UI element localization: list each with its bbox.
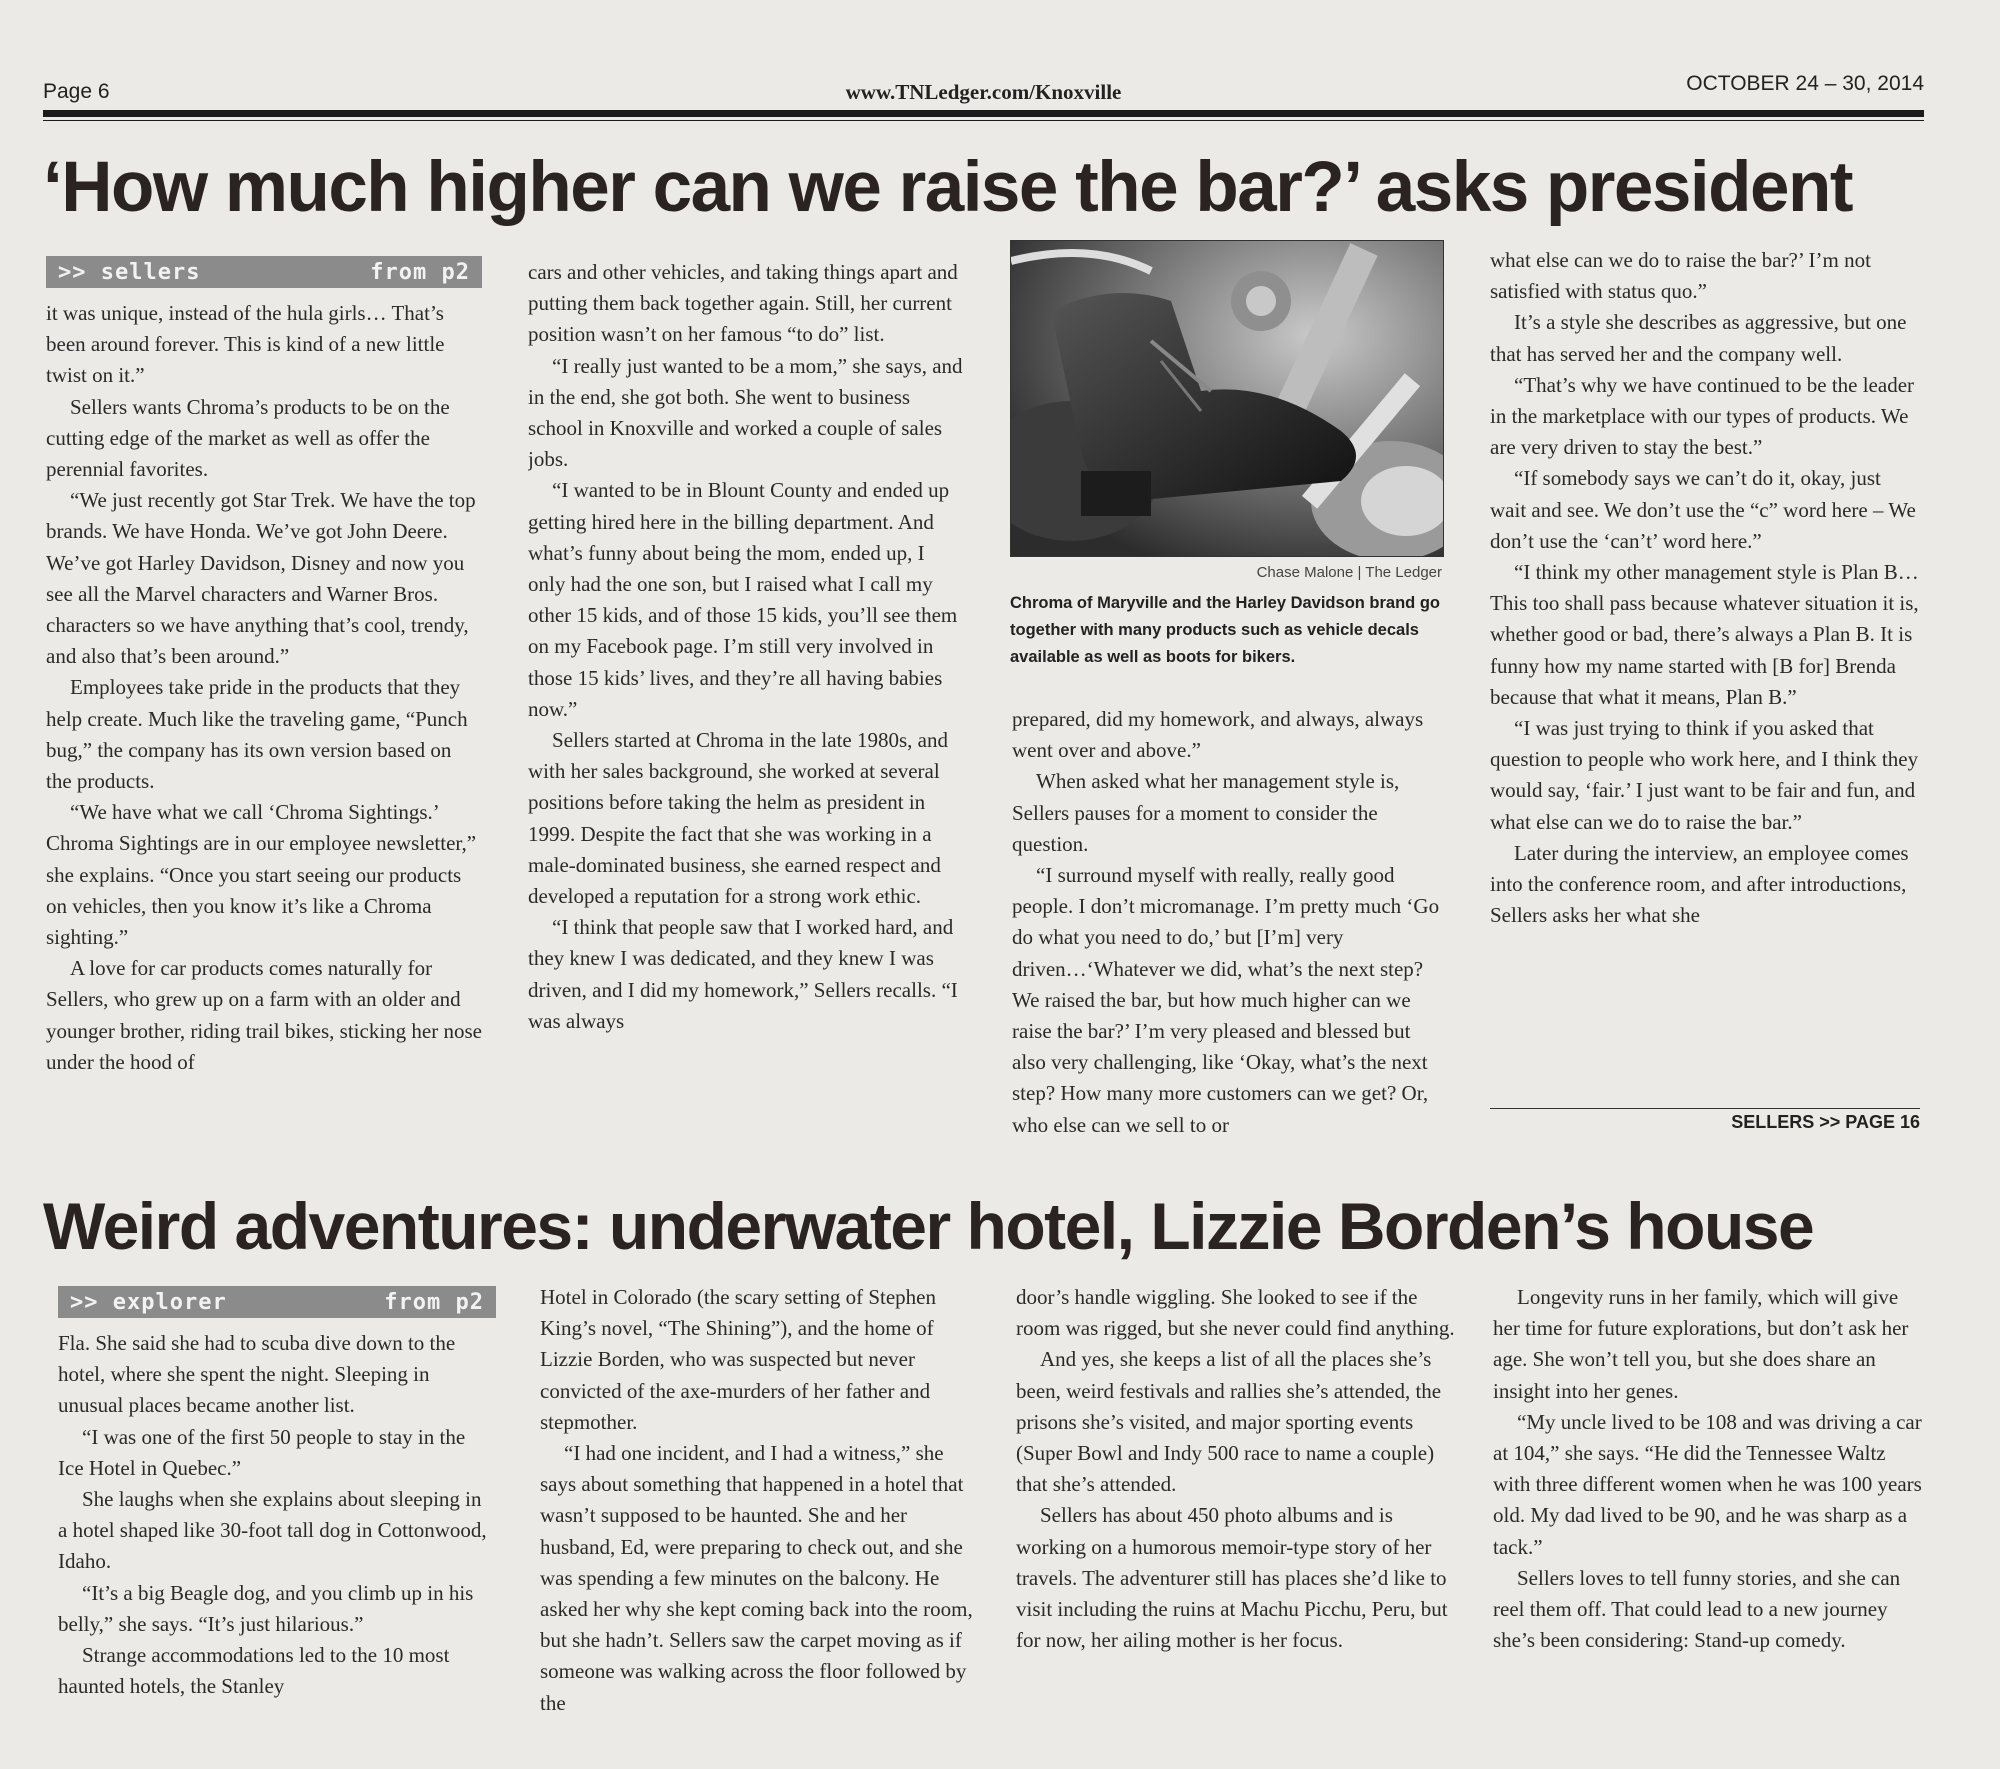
issue-date: OCTOBER 24 – 30, 2014 xyxy=(1686,72,1924,95)
header-rule-thin xyxy=(43,120,1924,121)
paragraph: what else can we do to raise the bar?’ I’m not satisfied with status quo.” xyxy=(1490,248,1871,304)
paragraph: door’s handle wiggling. She looked to see if the room was rigged, but she never could find anything. xyxy=(1016,1285,1455,1341)
paragraph: cars and other vehicles, and taking things apart and putting them back together again. Still, her current position wasn’t on her famous “to do” list. xyxy=(528,260,958,347)
paragraph: “We have what we call ‘Chroma Sightings.’ Chroma Sightings are in our employee newsletter,” she explains. “Once you start seeing our products on vehicles, then you know it’s like a Chroma sighting.” xyxy=(46,800,477,950)
paragraph: “I was one of the first 50 people to stay in the Ice Hotel in Quebec.” xyxy=(58,1424,466,1480)
story2-jump-bar xyxy=(58,1286,496,1318)
story2-column-4 xyxy=(1493,1282,1925,1752)
story1-column-2 xyxy=(528,257,964,1157)
motorcycle-boot-photo xyxy=(1010,240,1444,557)
page-number: Page 6 xyxy=(43,80,110,103)
paragraph: When asked what her management style is, Sellers pauses for a moment to consider the question. xyxy=(1012,769,1400,856)
paragraph: “I wanted to be in Blount County and ended up getting hired here in the billing department. And what’s funny about being the mom, ended up, I only had the one son, but I raised what I call my other 15 kids, and of those 15 kids, you’ll see them on my Facebook page. I’m still very involved in those 15 kids’ lives, and they’re all having babies now.” xyxy=(528,478,958,721)
paragraph: Employees take pride in the products that they help create. Much like the traveling game, “Punch bug,” the company has its own version based on the products. xyxy=(46,675,468,794)
jump-bar-from: from p2 xyxy=(370,259,470,285)
paragraph: “I think that people saw that I worked hard, and they knew I was dedicated, and they knew I was driven, and I did my homework,” Sellers recalls. “I was always xyxy=(528,915,958,1033)
paragraph: Sellers wants Chroma’s products to be on the cutting edge of the market as well as offer the perennial favorites. xyxy=(46,394,450,482)
jump-bar-from: from p2 xyxy=(384,1289,484,1315)
paragraph: Fla. She said she had to scuba dive down to the hotel, where she spent the night. Sleeping in unusual places became another list. xyxy=(58,1331,456,1418)
paragraph: it was unique, instead of the hula girls… That’s been around forever. This is kind of a new little twist on it.” xyxy=(46,301,445,388)
site-url[interactable]: www.TNLedger.com/Knoxville xyxy=(845,80,1122,104)
paragraph: It’s a style she describes as aggressive, but one that has served her and the company well. xyxy=(1490,310,1907,366)
story1-jump-bar xyxy=(46,256,482,288)
jump-bar-label: >> sellers xyxy=(58,259,201,285)
paragraph: “It’s a big Beagle dog, and you climb up in his belly,” she says. “It’s just hilarious.” xyxy=(58,1580,474,1636)
paragraph: “If somebody says we can’t do it, okay, just wait and see. We don’t use the “c” word here – We don’t use the ‘can’t’ word here.” xyxy=(1490,466,1916,553)
paragraph: “My uncle lived to be 108 and was driving a car at 104,” she says. “He did the Tennessee Waltz with three different women when he was 100 years old. My dad lived to be 90, and he was sharp as a tack.” xyxy=(1493,1409,1922,1559)
paragraph: Hotel in Colorado (the scary setting of Stephen King’s novel, “The Shining”), and the home of Lizzie Borden, who was suspected but never convicted of the axe-murders of her father and stepmother. xyxy=(540,1285,936,1434)
paragraph: Sellers started at Chroma in the late 1980s, and with her sales background, she worked at several positions before taking the helm as president in 1999. Despite the fact that she was working in a male-dominated business, she earned respect and developed a reputation for a strong work ethic. xyxy=(528,728,948,909)
paragraph: “I was just trying to think if you asked that question to people who work here, and I think they would say, ‘fair.’ I just want to be fair and fun, and what else can we do to raise the bar.” xyxy=(1490,716,1919,834)
jump-bar-label: >> explorer xyxy=(70,1289,227,1315)
header-rule xyxy=(43,110,1924,117)
story2-column-3 xyxy=(1016,1282,1456,1752)
story2-column-1 xyxy=(58,1286,496,1746)
paragraph: “That’s why we have continued to be the leader in the marketplace with our types of products. We are very driven to stay the best.” xyxy=(1490,372,1915,460)
paragraph: “I surround myself with really, really good people. I don’t micromanage. I’m pretty much ‘Go do what you need to do,’ but [I’m] very driven…‘Whatever we did, what’s the next step? We raised the bar, but how much higher can we raise the bar?’ I’m very pleased and blessed but also very challenging, like ‘Okay, what’s the next step? How many more customers can we get? Or, who else can we sell to or xyxy=(1012,863,1440,1137)
photo-credit: Chase Malone | The Ledger xyxy=(1256,564,1442,581)
continued-link[interactable]: SELLERS >> PAGE 16 xyxy=(1731,1112,1920,1132)
story1-column-3 xyxy=(1012,704,1448,1174)
continued-rule xyxy=(1490,1108,1920,1109)
paragraph: And yes, she keeps a list of all the places she’s been, weird festivals and rallies she’s attended, the prisons she’s visited, and major sporting events (Super Bowl and Indy 500 race to name a couple) that she’s attended. xyxy=(1016,1347,1442,1497)
paragraph: “I had one incident, and I had a witness,” she says about something that happened in a hotel that wasn’t supposed to be haunted. She and her husband, Ed, were preparing to check out, and she was spending a few minutes on the balcony. He asked her why she kept coming back into the room, but she hadn’t. Sellers saw the carpet moving as if someone was walking across the floor followed by the xyxy=(540,1441,973,1715)
paragraph: Sellers has about 450 photo albums and is working on a humorous memoir-type story of her travels. The adventurer still has places she’d like to visit including the ruins at Machu Picchu, Peru, but for now, her ailing mother is her focus. xyxy=(1016,1503,1448,1653)
photo-caption: Chroma of Maryville and the Harley Davidson brand go together with many products such as vehicle decals available as well as boots for bikers. xyxy=(1010,594,1441,666)
paragraph: A love for car products comes naturally for Sellers, who grew up on a farm with an older and younger brother, riding trail bikes, sticking her nose under the hood of xyxy=(46,956,482,1074)
story1-headline: ‘How much higher can we raise the bar?’ asks president xyxy=(43,148,1852,227)
paragraph: “I think my other management style is Plan B…This too shall pass because whatever situation it is, whether good or bad, there’s always a Plan B. It is funny how my name started with [B for] Brenda because that what it means, Plan B.” xyxy=(1490,560,1919,709)
paragraph: She laughs when she explains about sleeping in a hotel shaped like 30-foot tall dog in Cottonwood, Idaho. xyxy=(58,1487,487,1574)
paragraph: “We just recently got Star Trek. We have the top brands. We have Honda. We’ve got John Deere. We’ve got Harley Davidson, Disney and now you see all the Marvel characters and Warner Bros. characters so we have anything that’s cool, trendy, and also that’s been around.” xyxy=(46,488,476,669)
story2-column-2 xyxy=(540,1282,976,1752)
story2-headline: Weird adventures: underwater hotel, Lizzie Borden’s house xyxy=(43,1189,1814,1263)
paragraph: Longevity runs in her family, which will give her time for future explorations, but don’t ask her age. She won’t tell you, but she does share an insight into her genes. xyxy=(1493,1285,1909,1403)
story1-column-4 xyxy=(1490,245,1922,1101)
paragraph: “I really just wanted to be a mom,” she says, and in the end, she got both. She went to business school in Knoxville and worked a couple of sales jobs. xyxy=(528,353,963,472)
paragraph: Later during the interview, an employee comes into the conference room, and after introductions, Sellers asks her what she xyxy=(1490,840,1909,928)
paragraph: prepared, did my homework, and always, always went over and above.” xyxy=(1012,707,1424,763)
paragraph: Sellers loves to tell funny stories, and she can reel them off. That could lead to a new journey she’s been considering: Stand-up comedy. xyxy=(1493,1565,1901,1653)
story1-column-1 xyxy=(46,256,482,1156)
paragraph: Strange accommodations led to the 10 most haunted hotels, the Stanley xyxy=(58,1643,450,1699)
